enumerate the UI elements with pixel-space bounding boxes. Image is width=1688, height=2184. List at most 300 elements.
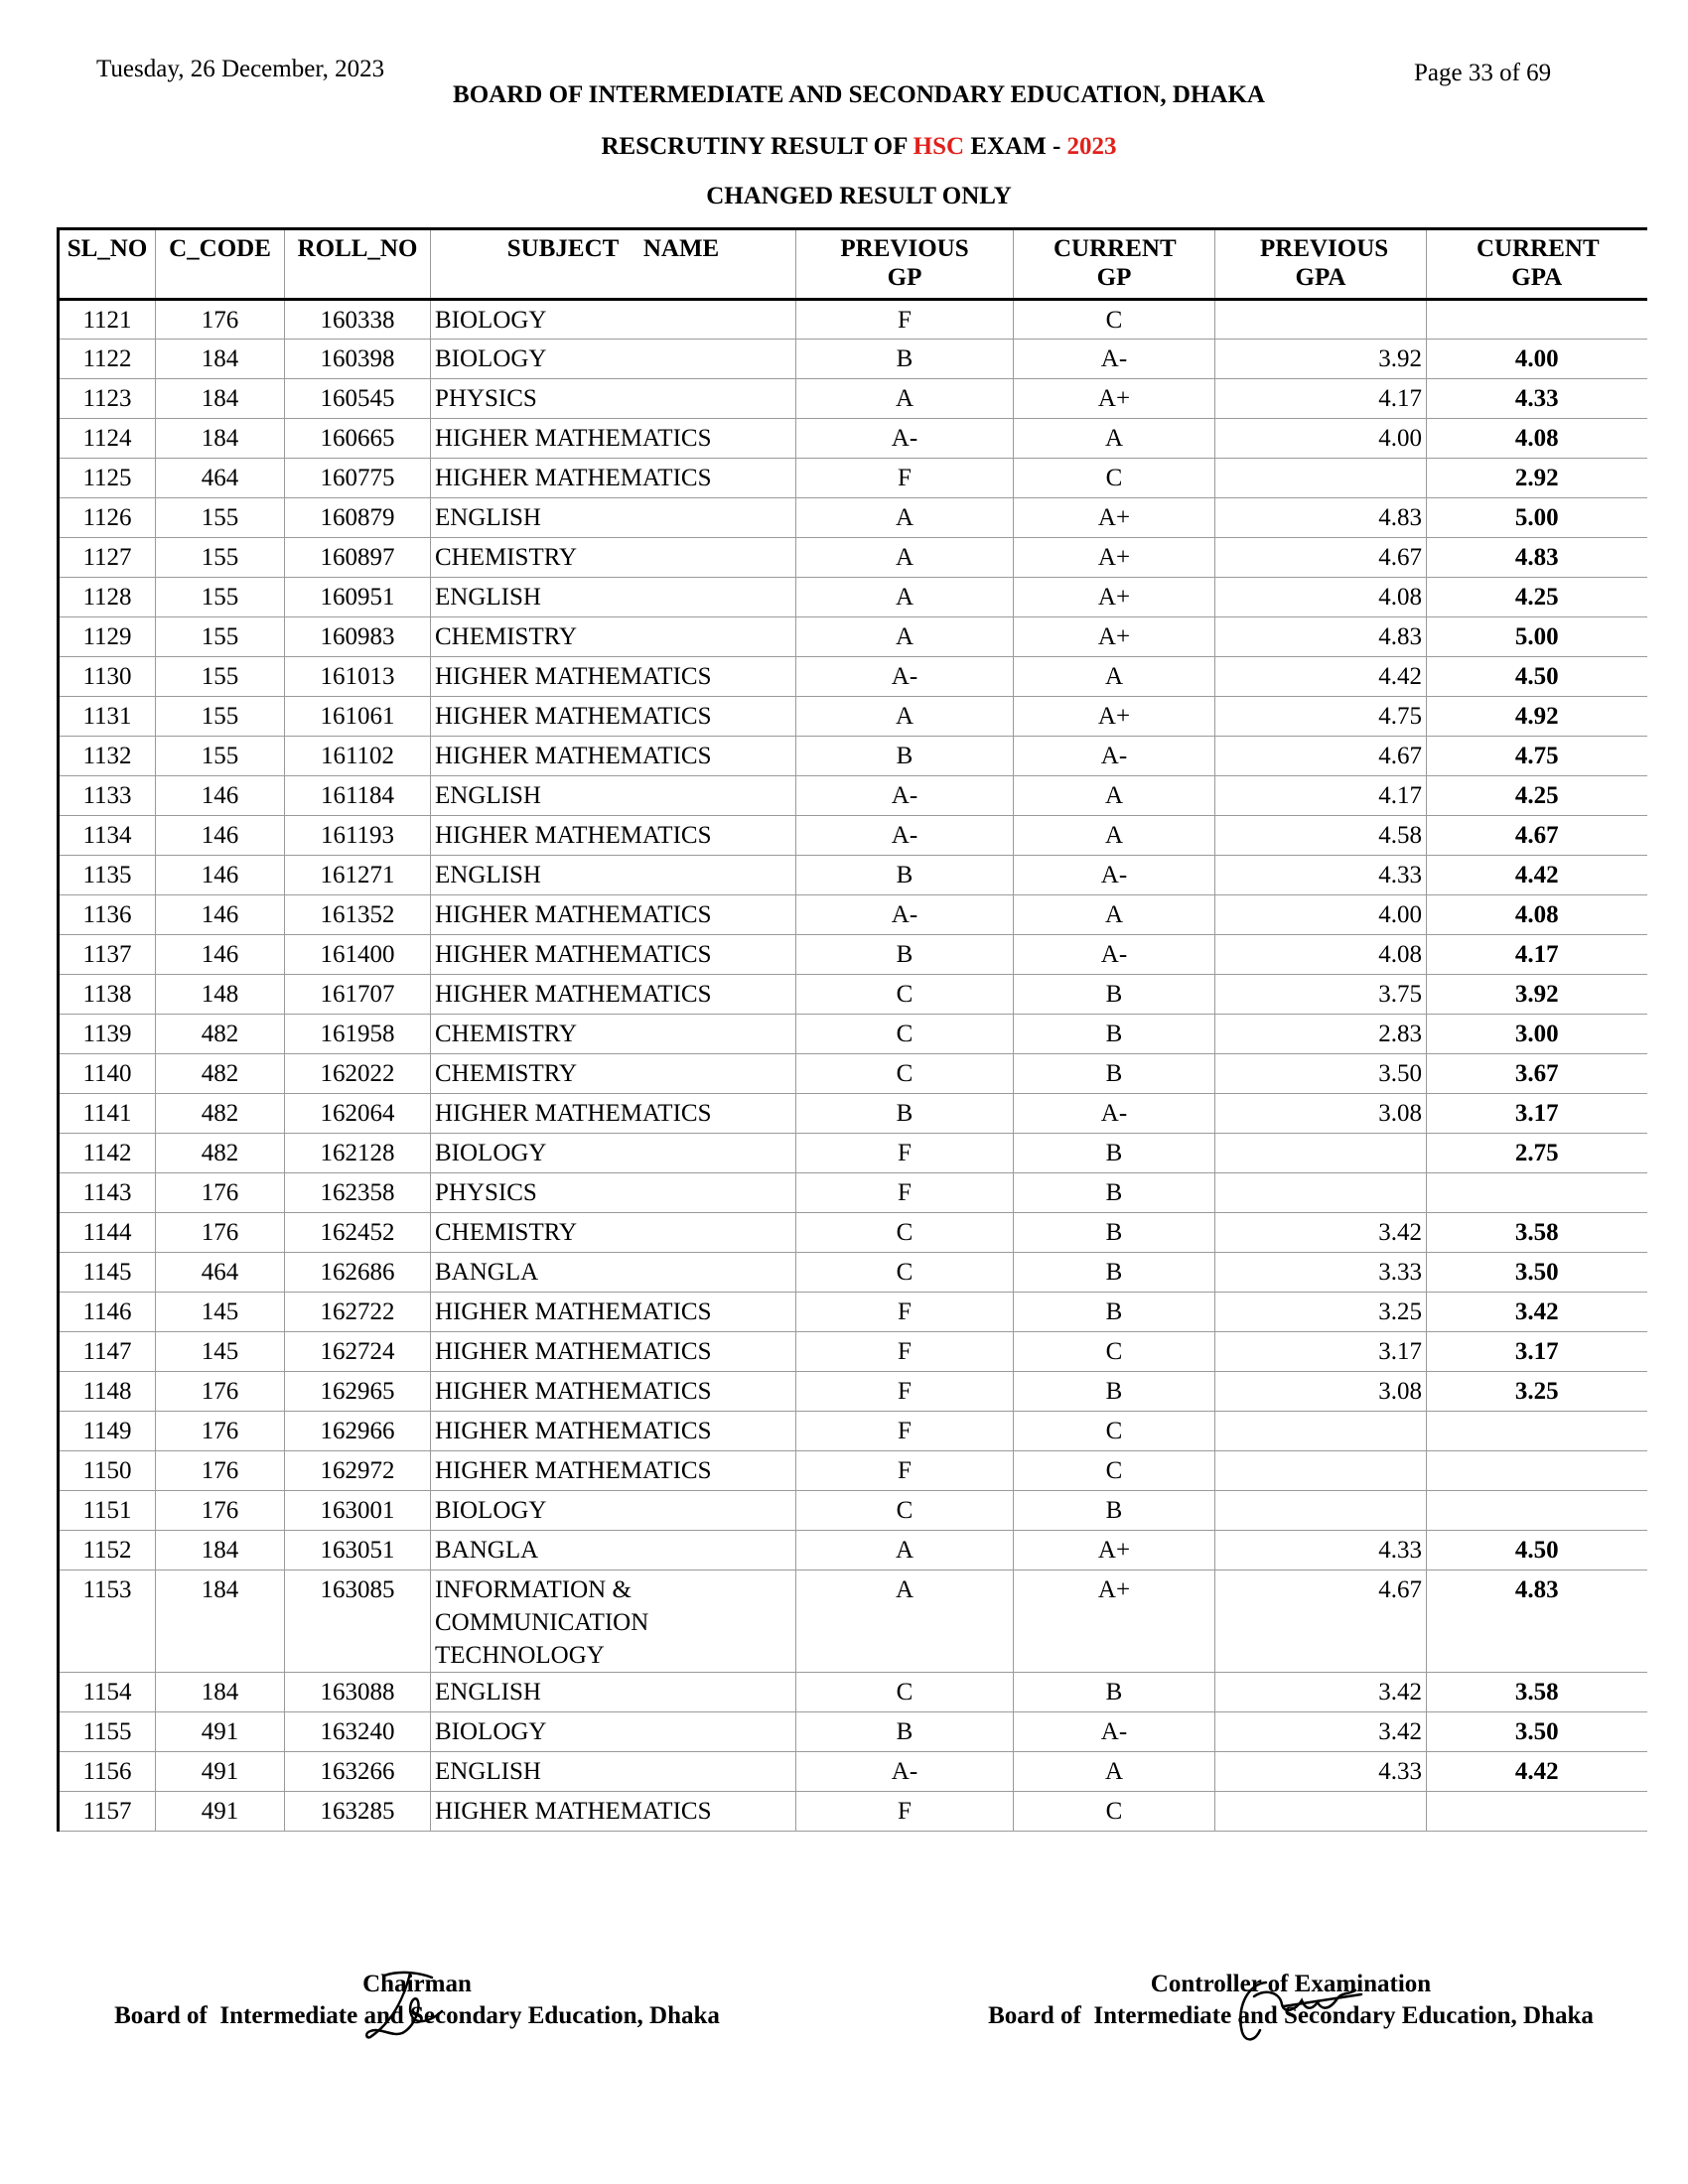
cell-roll-no: 162966: [285, 1412, 431, 1451]
subtitle-year: 2023: [1066, 133, 1117, 160]
col-previous-gp: PREVIOUS GP: [796, 229, 1014, 300]
cell-previous-gp: F: [796, 1134, 1014, 1173]
table-row: [59, 578, 1647, 617]
cell-current-gpa: 3.25: [1427, 1372, 1647, 1412]
cell-previous-gpa: [1215, 1451, 1427, 1491]
print-date: Tuesday, 26 December, 2023: [96, 56, 385, 82]
col-sl-no: SL_NO: [59, 229, 156, 300]
cell-previous-gp: F: [796, 459, 1014, 498]
cell-c-code: 155: [156, 657, 285, 697]
cell-sl-no: 1123: [59, 379, 156, 419]
cell-roll-no: 160545: [285, 379, 431, 419]
cell-previous-gpa: 4.75: [1215, 697, 1427, 737]
cell-current-gp: A+: [1014, 1570, 1215, 1673]
cell-current-gpa: 4.75: [1427, 737, 1647, 776]
cell-previous-gp: F: [796, 1451, 1014, 1491]
cell-roll-no: 163001: [285, 1491, 431, 1531]
table-row: [59, 538, 1647, 578]
cell-sl-no: 1147: [59, 1332, 156, 1372]
cell-sl-no: 1131: [59, 697, 156, 737]
col-previous-gpa: PREVIOUS GPA: [1215, 229, 1427, 300]
cell-current-gpa: [1427, 1173, 1647, 1213]
cell-roll-no: 160338: [285, 300, 431, 340]
table-row: [59, 1570, 1647, 1673]
cell-previous-gpa: 4.17: [1215, 776, 1427, 816]
table-row: [59, 1253, 1647, 1293]
cell-sl-no: 1150: [59, 1451, 156, 1491]
cell-c-code: 482: [156, 1054, 285, 1094]
cell-sl-no: 1128: [59, 578, 156, 617]
table-row: [59, 1015, 1647, 1054]
cell-sl-no: 1146: [59, 1293, 156, 1332]
cell-current-gp: A+: [1014, 538, 1215, 578]
cell-roll-no: 161102: [285, 737, 431, 776]
table-row: [59, 975, 1647, 1015]
cell-roll-no: 161352: [285, 895, 431, 935]
cell-roll-no: 163085: [285, 1570, 431, 1673]
cell-sl-no: 1121: [59, 300, 156, 340]
cell-c-code: 146: [156, 935, 285, 975]
cell-current-gp: A-: [1014, 737, 1215, 776]
cell-current-gpa: 5.00: [1427, 498, 1647, 538]
cell-subject-name: BANGLA: [431, 1531, 796, 1570]
controller-block: [938, 1969, 1643, 2032]
cell-current-gpa: [1427, 1491, 1647, 1531]
cell-c-code: 176: [156, 300, 285, 340]
cell-previous-gp: F: [796, 300, 1014, 340]
cell-subject-name: HIGHER MATHEMATICS: [431, 1332, 796, 1372]
cell-roll-no: 162965: [285, 1372, 431, 1412]
cell-sl-no: 1137: [59, 935, 156, 975]
cell-previous-gp: B: [796, 935, 1014, 975]
table-row: [59, 1752, 1647, 1792]
cell-previous-gp: F: [796, 1412, 1014, 1451]
cell-previous-gpa: 3.25: [1215, 1293, 1427, 1332]
cell-subject-name: INFORMATION & COMMUNICATION TECHNOLOGY: [431, 1570, 796, 1673]
cell-previous-gp: B: [796, 856, 1014, 895]
cell-subject-name: CHEMISTRY: [431, 1054, 796, 1094]
cell-sl-no: 1127: [59, 538, 156, 578]
cell-sl-no: 1136: [59, 895, 156, 935]
board-title: BOARD OF INTERMEDIATE AND SECONDARY EDUCATION, DHAKA: [453, 81, 1265, 108]
cell-sl-no: 1140: [59, 1054, 156, 1094]
table-row: [59, 737, 1647, 776]
table-row: [59, 1094, 1647, 1134]
cell-roll-no: 161400: [285, 935, 431, 975]
cell-sl-no: 1130: [59, 657, 156, 697]
cell-previous-gp: F: [796, 1332, 1014, 1372]
cell-subject-name: HIGHER MATHEMATICS: [431, 935, 796, 975]
cell-current-gp: B: [1014, 1253, 1215, 1293]
cell-subject-name: ENGLISH: [431, 1673, 796, 1712]
cell-roll-no: 162686: [285, 1253, 431, 1293]
cell-sl-no: 1125: [59, 459, 156, 498]
cell-roll-no: 162022: [285, 1054, 431, 1094]
cell-previous-gp: F: [796, 1372, 1014, 1412]
cell-previous-gp: C: [796, 1673, 1014, 1712]
cell-previous-gpa: [1215, 1173, 1427, 1213]
cell-c-code: 155: [156, 697, 285, 737]
cell-current-gp: C: [1014, 459, 1215, 498]
cell-current-gp: C: [1014, 1792, 1215, 1832]
cell-previous-gp: F: [796, 1293, 1014, 1332]
cell-subject-name: HIGHER MATHEMATICS: [431, 1792, 796, 1832]
cell-previous-gpa: 4.42: [1215, 657, 1427, 697]
cell-current-gp: A-: [1014, 856, 1215, 895]
cell-c-code: 155: [156, 737, 285, 776]
cell-c-code: 146: [156, 816, 285, 856]
cell-sl-no: 1129: [59, 617, 156, 657]
table-row: [59, 1491, 1647, 1531]
table-row: [59, 300, 1647, 340]
cell-sl-no: 1149: [59, 1412, 156, 1451]
cell-roll-no: 162722: [285, 1293, 431, 1332]
cell-subject-name: HIGHER MATHEMATICS: [431, 459, 796, 498]
results-table: [57, 227, 1647, 1832]
cell-current-gp: A-: [1014, 340, 1215, 379]
cell-current-gpa: 4.83: [1427, 1570, 1647, 1673]
cell-previous-gpa: 4.00: [1215, 895, 1427, 935]
cell-current-gp: B: [1014, 1213, 1215, 1253]
cell-previous-gpa: 3.17: [1215, 1332, 1427, 1372]
table-row: [59, 1412, 1647, 1451]
cell-roll-no: 161061: [285, 697, 431, 737]
cell-current-gp: A: [1014, 816, 1215, 856]
table-row: [59, 1213, 1647, 1253]
table-row: [59, 1712, 1647, 1752]
table-header-row: [59, 229, 1647, 300]
cell-c-code: 184: [156, 1673, 285, 1712]
cell-current-gp: B: [1014, 1054, 1215, 1094]
cell-previous-gpa: 4.67: [1215, 538, 1427, 578]
cell-c-code: 184: [156, 419, 285, 459]
cell-current-gpa: 3.92: [1427, 975, 1647, 1015]
cell-c-code: 148: [156, 975, 285, 1015]
table-row: [59, 459, 1647, 498]
cell-current-gp: A+: [1014, 498, 1215, 538]
table-row: [59, 1792, 1647, 1832]
cell-previous-gp: A-: [796, 1752, 1014, 1792]
cell-current-gp: C: [1014, 1451, 1215, 1491]
cell-current-gp: B: [1014, 1015, 1215, 1054]
cell-subject-name: HIGHER MATHEMATICS: [431, 1293, 796, 1332]
cell-c-code: 184: [156, 1531, 285, 1570]
cell-previous-gpa: [1215, 1134, 1427, 1173]
cell-previous-gp: A-: [796, 419, 1014, 459]
cell-roll-no: 161958: [285, 1015, 431, 1054]
cell-previous-gpa: 3.42: [1215, 1213, 1427, 1253]
cell-subject-name: PHYSICS: [431, 379, 796, 419]
controller-title: Controller of Examination: [1150, 1971, 1432, 1997]
cell-previous-gp: C: [796, 1015, 1014, 1054]
cell-c-code: 146: [156, 895, 285, 935]
cell-current-gp: A-: [1014, 935, 1215, 975]
cell-current-gpa: 4.42: [1427, 1752, 1647, 1792]
table-row: [59, 1332, 1647, 1372]
cell-current-gp: B: [1014, 1673, 1215, 1712]
cell-roll-no: 160398: [285, 340, 431, 379]
cell-previous-gpa: [1215, 459, 1427, 498]
cell-sl-no: 1133: [59, 776, 156, 816]
cell-sl-no: 1152: [59, 1531, 156, 1570]
cell-previous-gp: A: [796, 578, 1014, 617]
subtitle-hsc: HSC: [913, 133, 965, 160]
cell-roll-no: 160951: [285, 578, 431, 617]
cell-roll-no: 160897: [285, 538, 431, 578]
cell-c-code: 464: [156, 459, 285, 498]
cell-previous-gp: C: [796, 1491, 1014, 1531]
cell-current-gp: B: [1014, 1491, 1215, 1531]
cell-roll-no: 163088: [285, 1673, 431, 1712]
table-row: [59, 776, 1647, 816]
chairman-block: [70, 1969, 765, 2032]
cell-previous-gpa: 3.42: [1215, 1673, 1427, 1712]
cell-current-gpa: 3.00: [1427, 1015, 1647, 1054]
cell-subject-name: HIGHER MATHEMATICS: [431, 1412, 796, 1451]
cell-subject-name: BANGLA: [431, 1253, 796, 1293]
cell-previous-gp: A-: [796, 816, 1014, 856]
cell-current-gp: C: [1014, 1332, 1215, 1372]
col-c-code: C_CODE: [156, 229, 285, 300]
cell-sl-no: 1139: [59, 1015, 156, 1054]
cell-roll-no: 160665: [285, 419, 431, 459]
cell-previous-gp: A: [796, 1570, 1014, 1673]
cell-c-code: 155: [156, 538, 285, 578]
cell-subject-name: CHEMISTRY: [431, 617, 796, 657]
cell-c-code: 145: [156, 1293, 285, 1332]
cell-previous-gpa: 3.08: [1215, 1372, 1427, 1412]
cell-current-gpa: [1427, 1792, 1647, 1832]
cell-previous-gpa: 4.08: [1215, 578, 1427, 617]
cell-roll-no: 160983: [285, 617, 431, 657]
cell-previous-gpa: 4.33: [1215, 856, 1427, 895]
cell-c-code: 491: [156, 1792, 285, 1832]
chairman-org: Board of Intermediate and Secondary Education, Dhaka: [114, 2002, 720, 2029]
cell-current-gpa: 4.25: [1427, 578, 1647, 617]
cell-previous-gp: A: [796, 697, 1014, 737]
chairman-title: Chairman: [362, 1971, 472, 1997]
cell-previous-gp: A-: [796, 776, 1014, 816]
cell-current-gpa: 4.50: [1427, 657, 1647, 697]
cell-current-gpa: 3.17: [1427, 1094, 1647, 1134]
cell-subject-name: CHEMISTRY: [431, 1213, 796, 1253]
cell-sl-no: 1138: [59, 975, 156, 1015]
col-roll-no: ROLL_NO: [285, 229, 431, 300]
controller-org: Board of Intermediate and Secondary Education, Dhaka: [988, 2002, 1594, 2029]
cell-previous-gp: A: [796, 617, 1014, 657]
cell-previous-gpa: 4.08: [1215, 935, 1427, 975]
cell-sl-no: 1122: [59, 340, 156, 379]
table-row: [59, 697, 1647, 737]
table-row: [59, 657, 1647, 697]
cell-previous-gp: C: [796, 1253, 1014, 1293]
cell-sl-no: 1134: [59, 816, 156, 856]
cell-previous-gp: A-: [796, 895, 1014, 935]
cell-c-code: 176: [156, 1173, 285, 1213]
table-row: [59, 419, 1647, 459]
cell-previous-gpa: 4.00: [1215, 419, 1427, 459]
cell-sl-no: 1135: [59, 856, 156, 895]
cell-subject-name: BIOLOGY: [431, 1134, 796, 1173]
table-row: [59, 1531, 1647, 1570]
cell-previous-gp: A-: [796, 657, 1014, 697]
cell-previous-gpa: 4.17: [1215, 379, 1427, 419]
cell-current-gpa: 2.92: [1427, 459, 1647, 498]
cell-previous-gp: A: [796, 1531, 1014, 1570]
table-row: [59, 617, 1647, 657]
cell-sl-no: 1153: [59, 1570, 156, 1673]
cell-current-gpa: 3.67: [1427, 1054, 1647, 1094]
cell-current-gpa: 3.58: [1427, 1213, 1647, 1253]
table-row: [59, 816, 1647, 856]
cell-subject-name: PHYSICS: [431, 1173, 796, 1213]
subtitle-prefix: RESCRUTINY RESULT OF: [601, 133, 914, 160]
cell-current-gpa: [1427, 300, 1647, 340]
cell-current-gpa: 3.17: [1427, 1332, 1647, 1372]
cell-previous-gpa: [1215, 1792, 1427, 1832]
cell-c-code: 176: [156, 1213, 285, 1253]
cell-current-gp: B: [1014, 1173, 1215, 1213]
cell-previous-gp: A: [796, 538, 1014, 578]
cell-roll-no: 161184: [285, 776, 431, 816]
cell-previous-gpa: 4.58: [1215, 816, 1427, 856]
cell-current-gpa: 4.83: [1427, 538, 1647, 578]
cell-sl-no: 1142: [59, 1134, 156, 1173]
cell-sl-no: 1154: [59, 1673, 156, 1712]
cell-subject-name: ENGLISH: [431, 776, 796, 816]
cell-c-code: 176: [156, 1491, 285, 1531]
cell-previous-gp: A: [796, 379, 1014, 419]
cell-current-gp: B: [1014, 1134, 1215, 1173]
cell-previous-gp: B: [796, 1712, 1014, 1752]
cell-current-gp: B: [1014, 1372, 1215, 1412]
cell-previous-gp: A: [796, 498, 1014, 538]
cell-previous-gpa: [1215, 1491, 1427, 1531]
cell-current-gpa: [1427, 1451, 1647, 1491]
cell-subject-name: CHEMISTRY: [431, 1015, 796, 1054]
cell-current-gp: A: [1014, 657, 1215, 697]
cell-previous-gpa: 3.92: [1215, 340, 1427, 379]
cell-current-gpa: 3.50: [1427, 1253, 1647, 1293]
cell-subject-name: ENGLISH: [431, 578, 796, 617]
cell-current-gpa: 4.17: [1427, 935, 1647, 975]
cell-roll-no: 162064: [285, 1094, 431, 1134]
cell-previous-gpa: 4.83: [1215, 617, 1427, 657]
cell-current-gp: A+: [1014, 697, 1215, 737]
cell-c-code: 482: [156, 1094, 285, 1134]
cell-subject-name: BIOLOGY: [431, 1491, 796, 1531]
cell-previous-gp: F: [796, 1173, 1014, 1213]
cell-previous-gp: B: [796, 1094, 1014, 1134]
page-number: Page 33 of 69: [1414, 60, 1552, 86]
cell-roll-no: 163285: [285, 1792, 431, 1832]
result-note: CHANGED RESULT ONLY: [706, 183, 1012, 209]
cell-c-code: 146: [156, 856, 285, 895]
cell-previous-gpa: 4.83: [1215, 498, 1427, 538]
cell-subject-name: HIGHER MATHEMATICS: [431, 975, 796, 1015]
cell-current-gp: B: [1014, 1293, 1215, 1332]
cell-current-gp: A: [1014, 1752, 1215, 1792]
cell-previous-gp: C: [796, 1213, 1014, 1253]
cell-roll-no: 163266: [285, 1752, 431, 1792]
col-current-gp: CURRENT GP: [1014, 229, 1215, 300]
table-row: [59, 340, 1647, 379]
cell-subject-name: ENGLISH: [431, 856, 796, 895]
cell-c-code: 184: [156, 379, 285, 419]
cell-c-code: 184: [156, 340, 285, 379]
cell-current-gpa: 4.25: [1427, 776, 1647, 816]
cell-current-gpa: 4.50: [1427, 1531, 1647, 1570]
table-row: [59, 1372, 1647, 1412]
cell-previous-gpa: 4.33: [1215, 1752, 1427, 1792]
cell-current-gpa: 3.58: [1427, 1673, 1647, 1712]
cell-c-code: 155: [156, 578, 285, 617]
cell-c-code: 184: [156, 1570, 285, 1673]
table-row: [59, 856, 1647, 895]
cell-c-code: 482: [156, 1015, 285, 1054]
cell-previous-gp: C: [796, 1054, 1014, 1094]
cell-sl-no: 1156: [59, 1752, 156, 1792]
cell-current-gpa: [1427, 1412, 1647, 1451]
cell-subject-name: HIGHER MATHEMATICS: [431, 419, 796, 459]
cell-c-code: 155: [156, 498, 285, 538]
cell-previous-gpa: 3.75: [1215, 975, 1427, 1015]
cell-sl-no: 1151: [59, 1491, 156, 1531]
table-row: [59, 1673, 1647, 1712]
cell-c-code: 176: [156, 1451, 285, 1491]
cell-subject-name: HIGHER MATHEMATICS: [431, 657, 796, 697]
cell-current-gpa: 4.08: [1427, 419, 1647, 459]
cell-c-code: 155: [156, 617, 285, 657]
cell-roll-no: 163240: [285, 1712, 431, 1752]
cell-subject-name: CHEMISTRY: [431, 538, 796, 578]
cell-c-code: 176: [156, 1412, 285, 1451]
cell-roll-no: 162972: [285, 1451, 431, 1491]
cell-previous-gp: B: [796, 340, 1014, 379]
cell-current-gpa: 3.42: [1427, 1293, 1647, 1332]
cell-subject-name: HIGHER MATHEMATICS: [431, 1372, 796, 1412]
cell-current-gpa: 4.42: [1427, 856, 1647, 895]
cell-previous-gpa: 4.33: [1215, 1531, 1427, 1570]
cell-roll-no: 162724: [285, 1332, 431, 1372]
col-current-gpa: CURRENT GPA: [1427, 229, 1647, 300]
cell-previous-gp: F: [796, 1792, 1014, 1832]
cell-previous-gp: B: [796, 737, 1014, 776]
cell-roll-no: 160775: [285, 459, 431, 498]
cell-subject-name: ENGLISH: [431, 498, 796, 538]
table-row: [59, 895, 1647, 935]
cell-current-gp: A+: [1014, 379, 1215, 419]
cell-current-gp: A: [1014, 776, 1215, 816]
cell-current-gpa: 4.92: [1427, 697, 1647, 737]
cell-roll-no: 162452: [285, 1213, 431, 1253]
cell-roll-no: 161707: [285, 975, 431, 1015]
cell-current-gp: C: [1014, 300, 1215, 340]
cell-c-code: 491: [156, 1712, 285, 1752]
cell-c-code: 491: [156, 1752, 285, 1792]
cell-subject-name: HIGHER MATHEMATICS: [431, 1451, 796, 1491]
cell-previous-gpa: 3.42: [1215, 1712, 1427, 1752]
cell-current-gp: A+: [1014, 578, 1215, 617]
cell-subject-name: BIOLOGY: [431, 1712, 796, 1752]
cell-previous-gpa: 4.67: [1215, 737, 1427, 776]
cell-c-code: 145: [156, 1332, 285, 1372]
cell-current-gpa: 4.08: [1427, 895, 1647, 935]
cell-sl-no: 1155: [59, 1712, 156, 1752]
table-body: [59, 300, 1647, 1832]
cell-sl-no: 1143: [59, 1173, 156, 1213]
cell-subject-name: BIOLOGY: [431, 300, 796, 340]
